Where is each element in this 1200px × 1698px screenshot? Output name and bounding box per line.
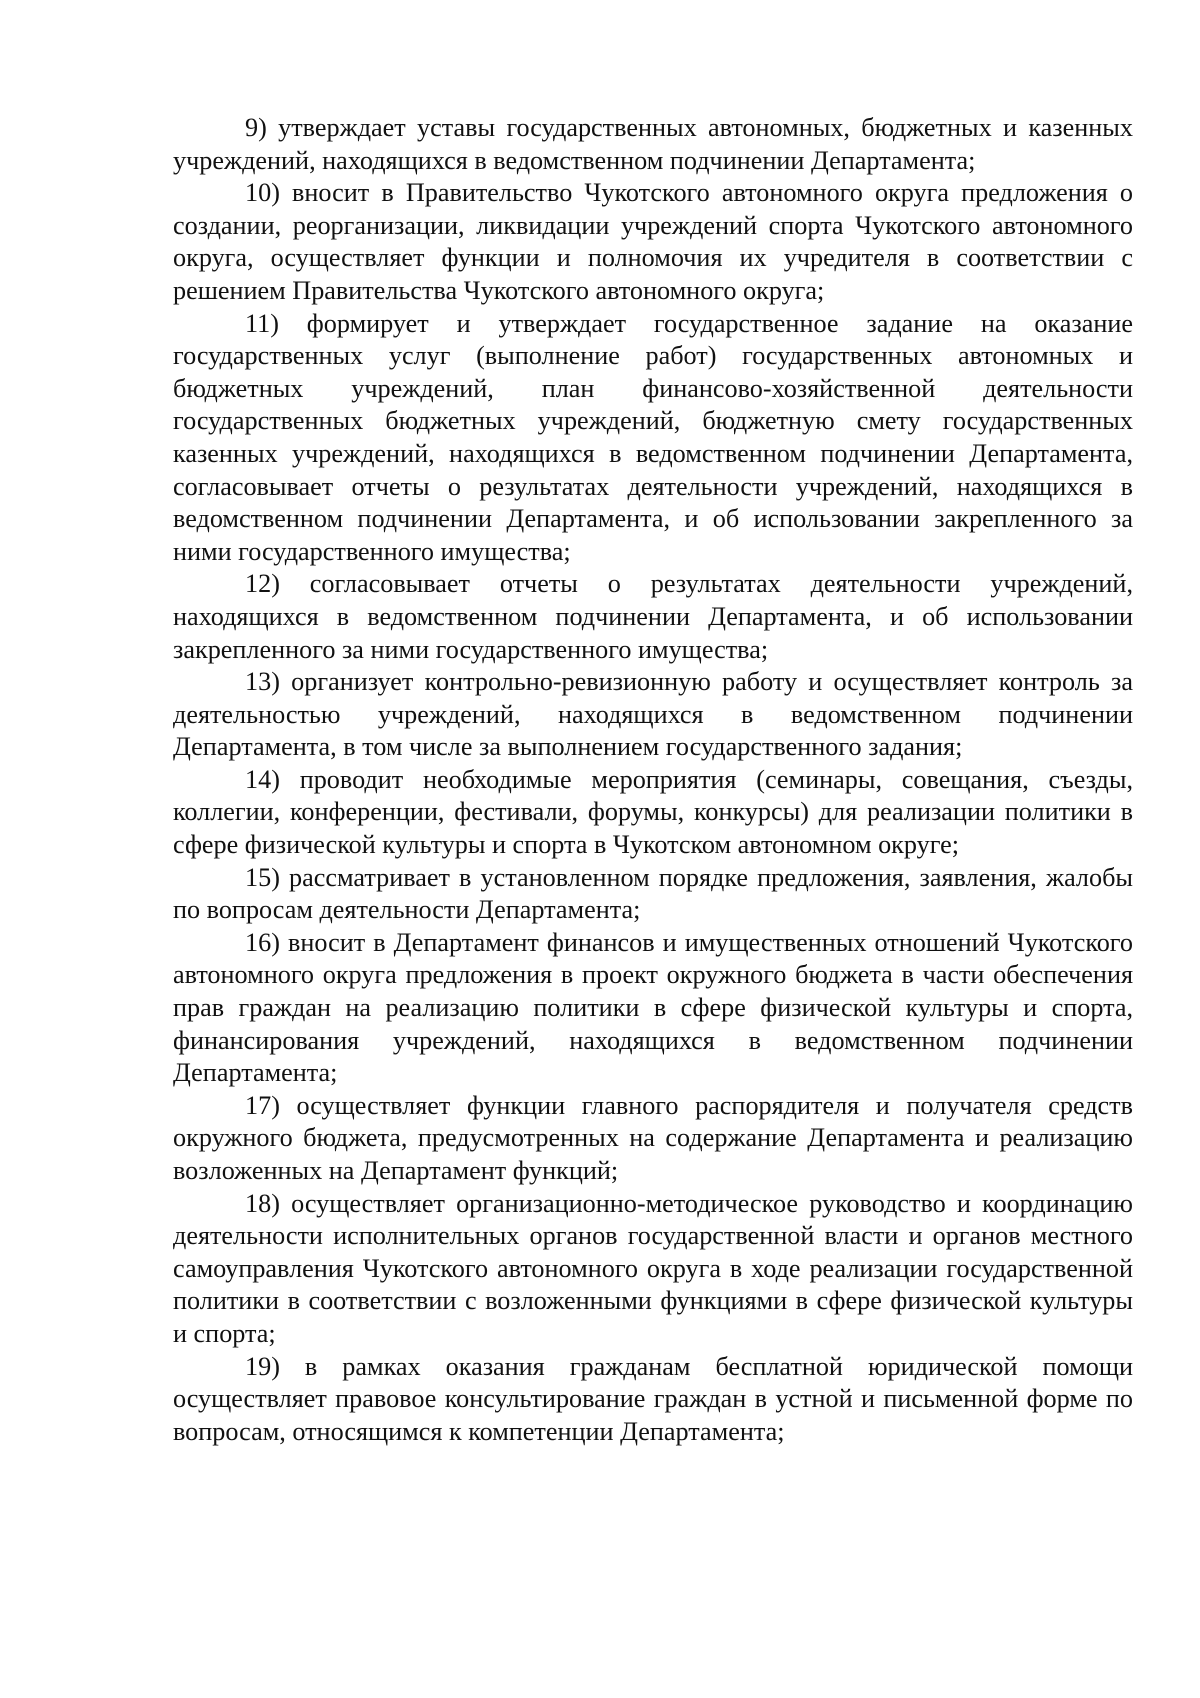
paragraph-item-13: 13) организует контрольно-ревизионную работу и осуществляет контроль за деятельностью учреждений, находящихся в ведомственном подчинении Департамента, в том числе за выполнением государственного задания; (173, 667, 1133, 762)
paragraph-item-11: 11) формирует и утверждает государственное задание на оказание государственных услуг (выполнение работ) государственных автономных и бюджетных учреждений, план финансово-хозяйственной деятельности государственных бюджетных учреждений, бюджетную смету государственных казенных учреждений, находящихся в ведомственном подчинении Департамента, согласовывает отчеты о результатах деятельности учреждений, находящихся в ведомственном подчинении Департамента, и об использовании закрепленного за ними государственного имущества; (173, 308, 1133, 566)
paragraph-item-12: 12) согласовывает отчеты о результатах деятельности учреждений, находящихся в ведомственном подчинении Департамента, и об использовании закрепленного за ними государственного имущества; (173, 569, 1133, 664)
paragraph-item-15: 15) рассматривает в установленном порядке предложения, заявления, жалобы по вопросам деятельности Департамента; (173, 862, 1133, 925)
paragraph-item-17: 17) осуществляет функции главного распорядителя и получателя средств окружного бюджета, предусмотренных на содержание Департамента и реализацию возложенных на Департамент функций; (173, 1090, 1133, 1185)
paragraph-item-9: 9) утверждает уставы государственных автономных, бюджетных и казенных учреждений, находящихся в ведомственном подчинении Департамента; (173, 113, 1133, 175)
paragraph-item-14: 14) проводит необходимые мероприятия (семинары, совещания, съезды, коллегии, конференции, фестивали, форумы, конкурсы) для реализации политики в сфере физической культуры и спорта в Чукотском автономном округе; (173, 764, 1133, 860)
paragraph-item-16: 16) вносит в Департамент финансов и имущественных отношений Чукотского автономного округа предложения в проект окружного бюджета в части обеспечения прав граждан на реализацию политики в сфере физической культуры и спорта, финансирования учреждений, находящихся в ведомственном подчинении Департамента; (173, 927, 1133, 1088)
paragraph-item-18: 18) осуществляет организационно-методическое руководство и координацию деятельности исполнительных органов государственной власти и органов местного самоуправления Чукотского автономного округа в ходе реализации государственной политики в соответствии с возложенными функциями в сфере физической культуры и спорта; (173, 1188, 1133, 1348)
document-page (173, 112, 1133, 1448)
paragraph-item-10: 10) вносит в Правительство Чукотского автономного округа предложения о создании, реорганизации, ликвидации учреждений спорта Чукотского автономного округа, осуществляет функции и полномочия их учредителя в соответствии с решением Правительства Чукотского автономного округа; (173, 178, 1133, 305)
paragraph-item-19: 19) в рамках оказания гражданам бесплатной юридической помощи осуществляет правовое консультирование граждан в устной и письменной форме по вопросам, относящимся к компетенции Департамента; (173, 1351, 1133, 1446)
